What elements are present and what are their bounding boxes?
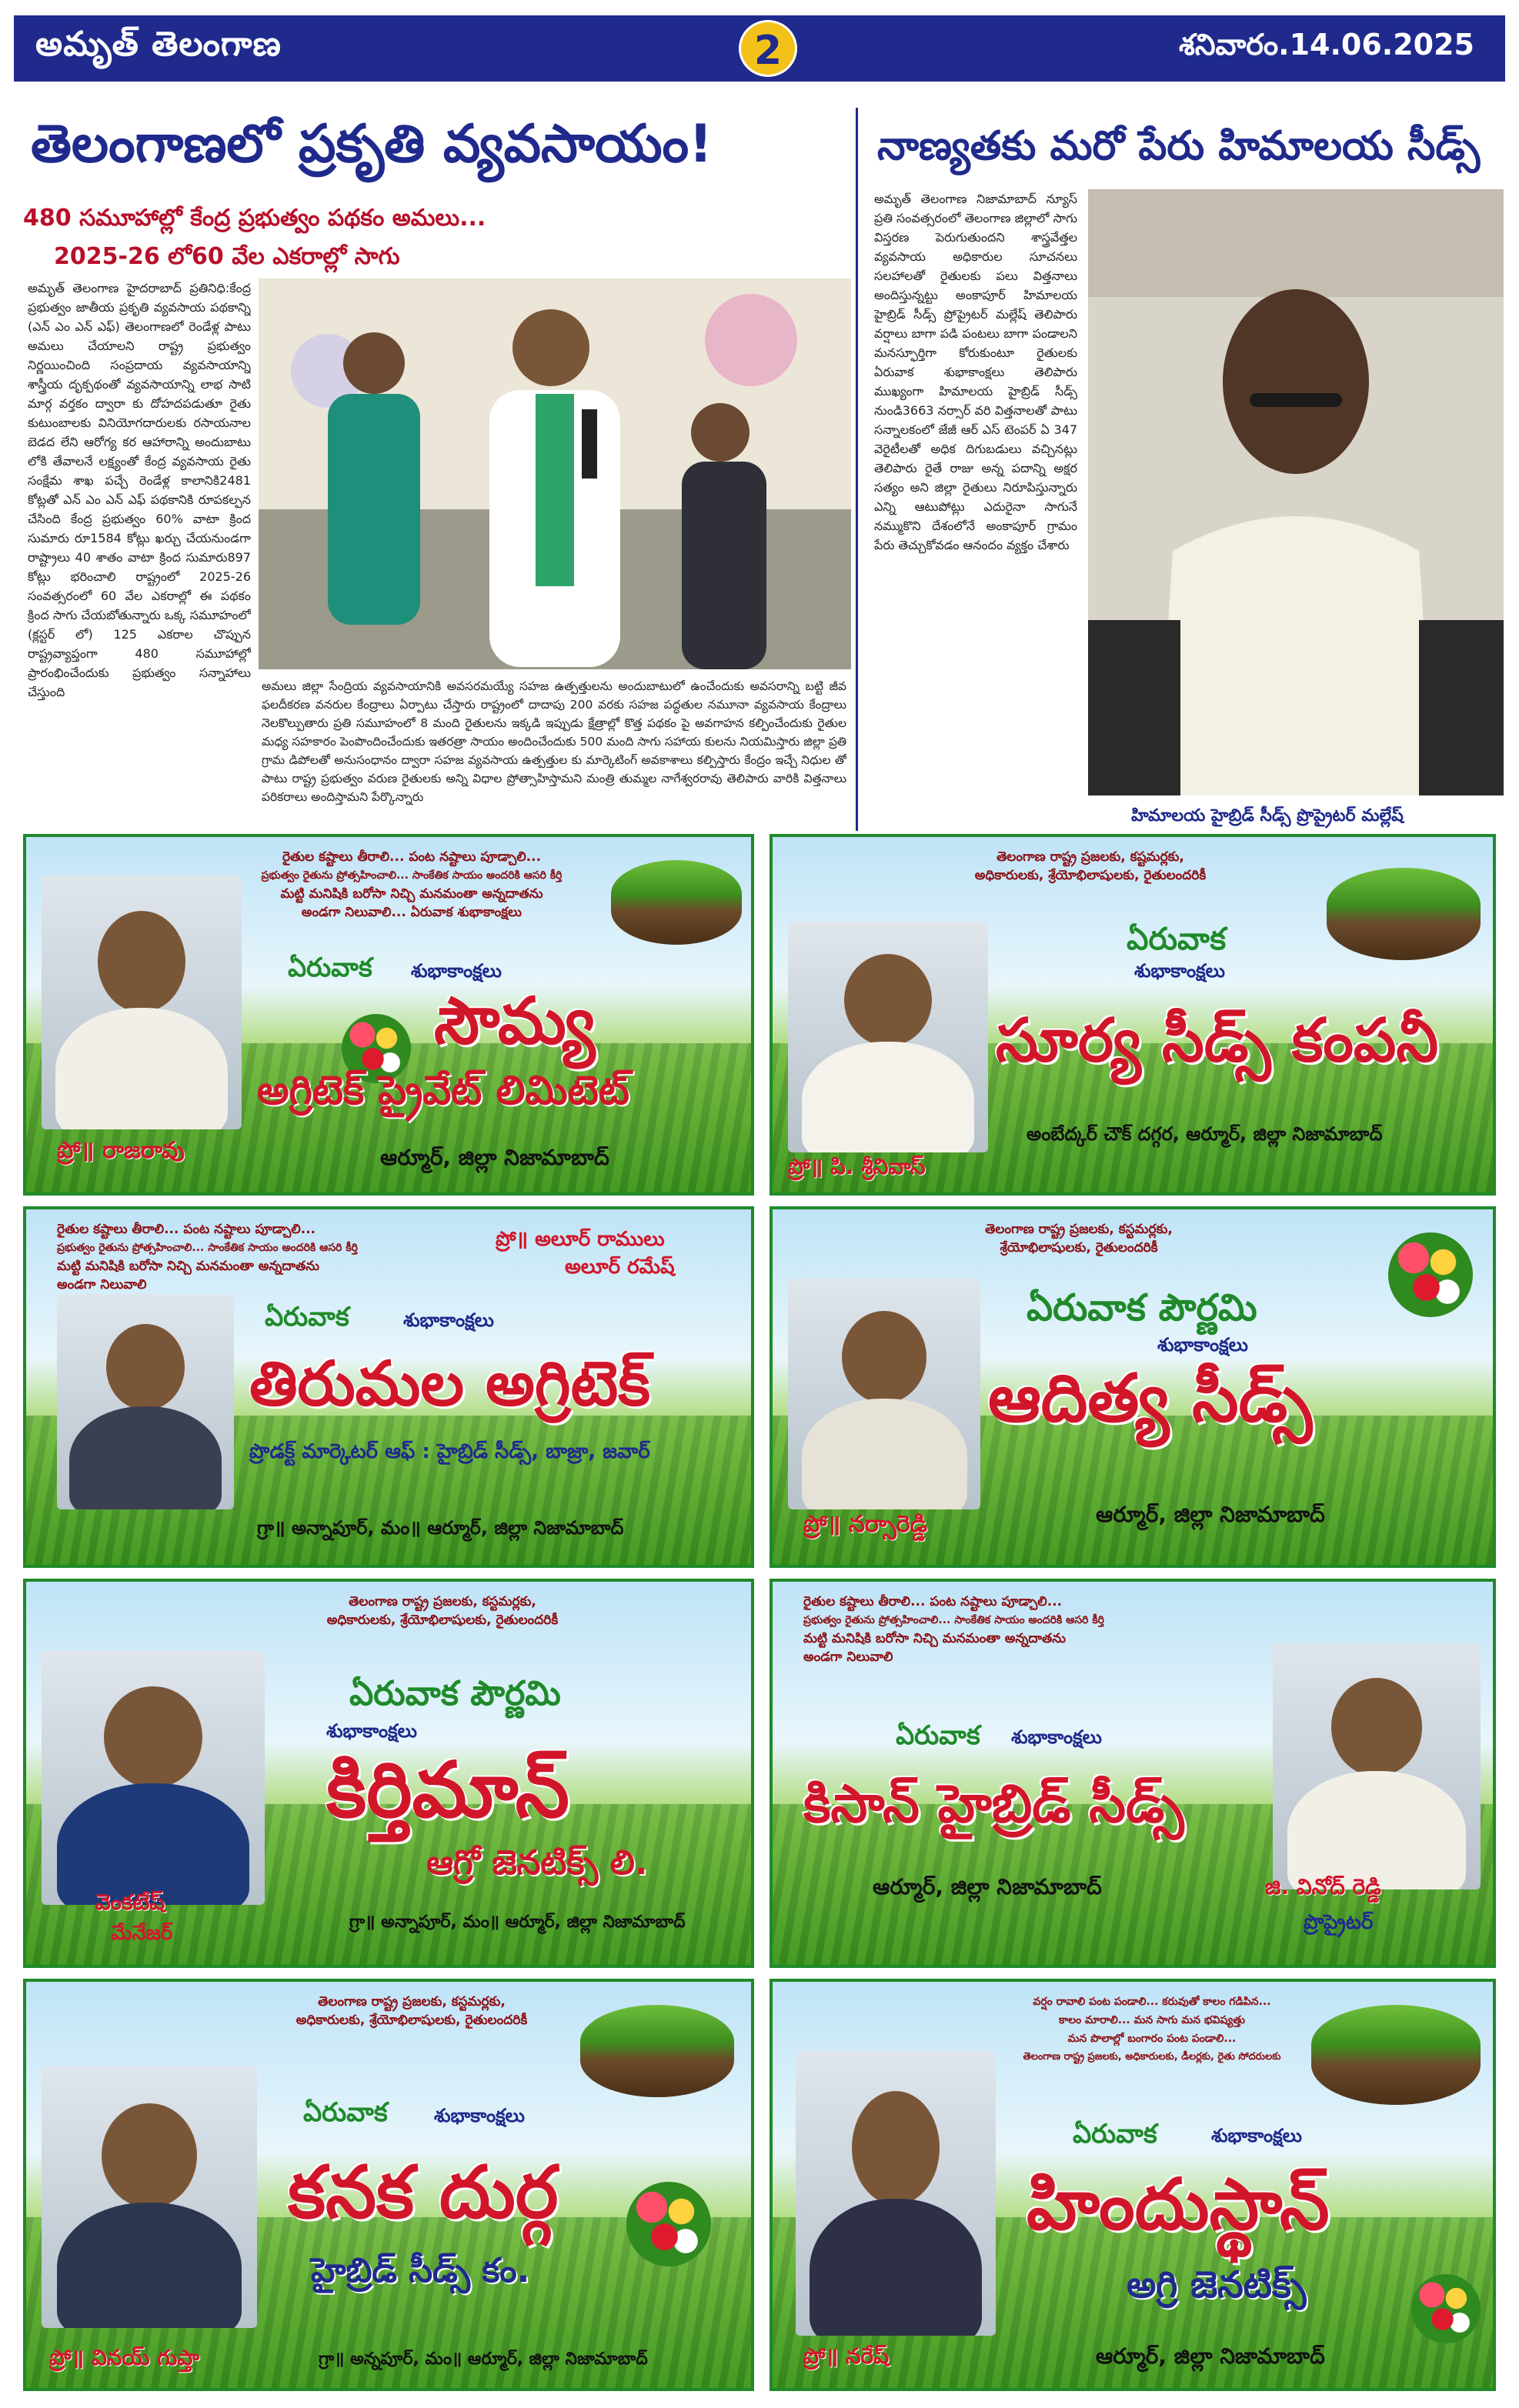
ad-greeting [242, 848, 582, 922]
farm-island-graphic [1311, 2005, 1481, 2105]
article-column-1: అమృత్ తెలంగాణ హైదరాబాద్ ప్రతినిధి:కేంద్ర ప్రభుత్వం జాతీయ ప్రకృతి వ్యవసాయ పథకాన్ని (ఎన్ ఎం ఎన్ ఎఫ్) తెలంగాణలో రెండేళ్ల పాటు అమలు చేయాలని రాష్ట్ర ప్రభుత్వం నిర్ణయించింది సంప్రదాయ వ్యవసాయాన్ని శాస్త్రీయ దృక్పథంతో వ్యవసాయాన్ని లాభ సాటి మార్గ వర్తకం ద్వారా కు దోహదపడుతూ రైతు కుటుంబాలకు వినియోగదారులకు రసాయనాల బెడద లేని ఆరోగ్య కర ఆహారాన్ని అందుబాటు లోకి తేవాలనే లక్ష్యంతో కేంద్ర వ్యవసాయ రైతు సంక్షేమ శాఖ పచ్చే రెండేళ్ల కాలానికి2481 కోట్లతో ఎన్ ఎం ఎన్ ఎఫ్ పథకానికి రూపకల్పన చేసింది కేంద్ర ప్రభుత్వం 60% వాటా క్రింద సుమారు రూ1584 కోట్లు ఖర్చు చేయనుండగా రాష్ట్రాలు 40 శాతం వాటా క్రింద సుమారు897 కోట్లు భరించాలి రాష్ట్రంలో 2025-26 సంవత్సరంలో 60 వేల ఎకరాల్లో ఈ పథకం క్రింద సాగు చేయబోతున్నారు ఒక్క సమూహంలో (క్లస్టర్ లో) 125 ఎకరాల చొప్పున రాష్ట్రవ్యాప్తంగా 480 సమూహాల్లో ప్రారంభించేందుకు ప్రభుత్వం సన్నాహాలు చేస్తుంది [28, 281, 251, 699]
ad-brand-name: కిర్తిమాన్ [326, 1745, 569, 1835]
portrait-shirt [69, 1406, 222, 1509]
portrait-head [852, 2091, 940, 2205]
ad-greeting [803, 1593, 1262, 1666]
ad-greeting [226, 1993, 597, 2029]
greeting-line: తెలంగాణ రాష్ట్ర ప్రజలకు, కష్టమర్లకు, [997, 849, 1184, 865]
portrait-shirt [55, 1008, 228, 1129]
ad-address: ఆర్మూర్, జిల్లా నిజామాబాద్ [873, 1874, 1102, 1899]
ad-greeting [226, 1593, 659, 1629]
column-divider [856, 108, 858, 831]
ad-brand-name: హిందుస్థాన్ [1027, 2163, 1330, 2246]
greeting-line: మట్టి మనిషికి బరోసా నిచ్చి మనమంతా అన్నదాతను [57, 1259, 320, 1274]
photo-minister-illustration [259, 278, 851, 669]
ad-brand-name: కిసాన్ హైబ్రిడ్ సీడ్స్ [803, 1774, 1184, 1835]
ad-owner-2: అలూర్ రమేష్ [565, 1256, 675, 1279]
ad-proprietor: ప్రో॥ రాజరావు [57, 1137, 185, 1164]
farm-island-graphic [611, 860, 742, 945]
ad-proprietor: ప్రో॥ పి. శ్రీనివాస్ [788, 1154, 926, 1179]
ad-eruvaka: ఏరువాక [1127, 922, 1227, 957]
portrait-head [98, 911, 185, 1012]
ad-greeting [57, 1220, 443, 1294]
greeting-line: తెలంగాణ రాష్ట్ర ప్రజలకు, కస్టమర్లకు, [985, 1222, 1173, 1237]
greeting-line: రైతుల కష్టాలు తీరాలి... పంట నష్టాలు పూడ్చాలి... [282, 849, 542, 865]
ad-brand-name: సూర్య సీడ్స్ కంపనీ [996, 1006, 1439, 1076]
portrait-shirt [802, 1399, 967, 1509]
ad-portrait [42, 2066, 257, 2328]
ad-role: మేనేజర్ [111, 1922, 173, 1945]
greeting-line: అధికారులకు, శ్రేయోభిలాషులకు, రైతులందరికీ [326, 1613, 559, 1628]
ad-eruvaka: ఏరువాక [896, 1720, 980, 1751]
portrait-head [1331, 1678, 1423, 1776]
ad-address: ఆర్మూర్, జిల్లా నిజామాబాద్ [1096, 1502, 1325, 1527]
masthead [14, 15, 1505, 82]
portrait-head [842, 1311, 926, 1403]
ad-subhakanksha: శుభాకాంక్షలు [1134, 960, 1225, 982]
greeting-line: రైతుల కష్టాలు తీరాలి... పంట నష్టాలు పూడ్చాలి... [803, 1594, 1063, 1609]
ad-eruvaka: ఏరువాక [265, 1302, 349, 1332]
newspaper-title: అమృత్ తెలంగాణ [35, 25, 282, 64]
photo-proprietor-illustration [1088, 189, 1504, 795]
ad-greeting [888, 848, 1293, 885]
portrait-head [102, 2103, 196, 2208]
subheadline-1: 480 సమూహాల్లో కేంద్ర ప్రభుత్వం పథకం అమలు... [23, 205, 486, 232]
greeting-line: తెలంగాణ రాష్ట్ర ప్రజలకు, కస్టమర్లకు, [349, 1594, 536, 1609]
ad-portrait [42, 875, 242, 1129]
greeting-line: తెలంగాణ రాష్ట్ర ప్రజలకు, కస్టమర్లకు, [318, 1994, 506, 2009]
portrait-shirt [57, 1783, 249, 1905]
greeting-line: అధికారులకు, శ్రేయోభిలాషులకు, రైతులందరికీ [295, 2013, 528, 2028]
portrait-head [106, 1324, 184, 1410]
photo-caption: హిమాలయ హైబ్రిడ్ సీడ్స్ ప్రొప్రైటర్ మల్లేష్ [1131, 806, 1404, 825]
ad-address: అంబేద్కర్ చౌక్ దగ్గర, ఆర్మూర్, జిల్లా నిజామాబాద్ [1027, 1123, 1383, 1145]
page-number-badge: 2 [739, 20, 797, 77]
photo-minister-speaking [259, 278, 851, 669]
ad-brand-subtitle: హైబ్రిడ్ సీడ్స్ కం. [311, 2251, 530, 2290]
subheadline-2: 2025-26 లో60 వేల ఎకరాల్లో సాగు [54, 243, 400, 270]
greeting-line: మన పొలాల్లో బంగారం పంట పండాలి... [1067, 2033, 1237, 2045]
ad-greeting [988, 1993, 1316, 2066]
farm-island-graphic [1327, 868, 1481, 960]
article-column-2: అమలు జిల్లా సేంద్రియ వ్యవసాయానికి అవసరమయ్యే సహజ ఉత్పత్తులను అందుబాటులో ఉంచేందుకు అవసరాన్ని బట్టి జీవ ఫలదీకరణ వనరుల కేంద్రాలు ఏర్పాటు చేస్తారు రాష్ట్రంలో దాదాపు 200 వరకు సహజ పద్ధతుల నమూనా వ్యవసాయ కేంద్రాలు నెలకొల్పుతారు ప్రతి సమూహంలో 8 మంది రైతులను ఇక్కడి ఇప్పుడు క్షేత్రాల్లో కొత్త పథకం పై అవగాహన కల్పించేందుకు రైతుల మధ్య సహకారం పెంపొందించేందుకు ఇతరత్రా సాయం అందించేందుకు 500 మంది సాగు సహాయ కులను నియమిస్తారు జిల్లా ప్రతి గ్రామ డిపోలతో అనుసంధానం ద్వారా సహజ వ్యవసాయ ఉత్పత్తుల కు మార్కెటింగ్ అవకాశాలు కల్పిస్తారు కేంద్రం ఇచ్చే నిధుల తో పాటు రాష్ట్ర ప్రభుత్వం వరుణ రైతులకు అన్ని విధాల ప్రోత్సాహిస్తామని మంత్రి తుమ్మల నాగేశ్వరరావు తెలిపారు వారికి విత్తనాలు పరికరాలు అందిస్తామని పేర్కొన్నారు [262, 679, 846, 804]
ad-brand-name: సౌమ్య [434, 983, 596, 1059]
ad-tirumala-agritech [23, 1206, 754, 1568]
portrait-head [104, 1686, 202, 1788]
ad-address: ఆర్మూర్, జిల్లా నిజామాబాద్ [380, 1145, 609, 1170]
greeting-line: రైతుల కష్టాలు తీరాలి... పంట నష్టాలు పూడ్చాలి... [57, 1222, 316, 1237]
greeting-line: శ్రేయోభిలాషులకు, రైతులందరికీ [1000, 1240, 1158, 1256]
headline-himalaya-seeds: నాణ్యతకు మరో పేరు హిమాలయ సీడ్స్ [877, 123, 1481, 169]
ad-portrait [42, 1651, 265, 1905]
greeting-line: ప్రభుత్వం రైతును ప్రోత్సహించాలి... సాంకేతిక సాయం అందరికి ఆసరి కీర్తి [57, 1242, 358, 1254]
greeting-line: అండగా నిలువాలి... ఏరువాక శుభాకాంక్షలు [301, 905, 522, 920]
greeting-line: అండగా నిలువాలి [803, 1649, 893, 1665]
ad-address: ఆర్మూర్, జిల్లా నిజామాబాద్ [1096, 2343, 1325, 2369]
ad-proprietor: జి. వినోద్ రెడ్డి [1265, 1874, 1381, 1899]
ad-subhakanksha: శుభాకాంక్షలు [326, 1720, 417, 1742]
ad-subhakanksha: శుభాకాంక్షలు [403, 1309, 494, 1331]
ad-subhakanksha: శుభాకాంక్షలు [1157, 1334, 1248, 1356]
greeting-line: మట్టి మనిషికి బరోసా నిచ్చి మనమంతా అన్నదాతను [280, 886, 543, 902]
ad-eruvaka: ఏరువాక [303, 2097, 388, 2128]
ad-portrait [788, 1279, 980, 1509]
greeting-line: ప్రభుత్వం రైతును ప్రోత్సహించాలి... సాంకేతిక సాయం అందరికి ఆసరి కీర్తి [261, 869, 563, 882]
greeting-line: వర్షం రావాలి పంట పండాలి... కరువుతో కాలం గడిపిన... [1033, 1996, 1271, 2008]
ad-subhakanksha: శుభాకాంక్షలు [1011, 1726, 1102, 1748]
article-himalaya-body: అమృత్ తెలంగాణ నిజామాబాద్ న్యూస్ ప్రతి సంవత్సరంలో తెలంగాణ జిల్లాలో సాగు విస్తరణ పెరుగుతుందని శాస్త్రవేత్తల వ్యవసాయ అధికారుల సూచనలు సలహాలతో రైతులకు పలు విత్తనాలు అందిస్తున్నట్టు అంకాపూర్ హిమాలయ హైబ్రిడ్ సీడ్స్ ప్రోప్రైటర్ మల్లేష్ తెలిపారు వర్షాలు బాగా పడి పంటలు బాగా పండాలని మనస్ఫూర్తిగా కోరుకుంటూ రైతులకు ఏరువాక శుభాకాంక్షలు తెలిపారు ముఖ్యంగా హిమాలయ హైబ్రిడ్ సీడ్స్ నుండి3663 నర్సార్ వరి విత్తనాలతో పాటు సన్నాలకంలో జేజీ ఆర్ ఎస్ టెంపర్ ఏ 347 వెరైటీలతో అధిక దిగుబడులు వచ్చినట్లు తెలిపారు రైతే రాజు అన్న పదాన్ని అక్షర సత్యం అని జిల్లా రైతులు నిరూపిస్తున్నారు ఎన్ని ఆటుపోట్లు ఎదురైనా సాగునే నమ్ముకొని దేశంలోనే అంకాపూర్ గ్రామం పేరు తెచ్చుకోవడం ఆనందం వ్యక్తం చేశారు [874, 192, 1077, 552]
edition-date: శనివారం.14.06.2025 [1178, 28, 1474, 62]
ad-brand-subtitle: అగ్రిటెక్ ప్రైవేట్ లిమిటెట్ [257, 1068, 629, 1114]
ad-proprietor: ప్రో॥ వినయ్ గుప్తా [49, 2345, 200, 2370]
portrait-head [844, 954, 932, 1046]
greeting-line: కాలం మారాలి... మన సాగు మన భవిష్యత్తు [1059, 2014, 1245, 2026]
ad-brand-name: కనక దుర్గ [288, 2151, 559, 2235]
ad-eruvaka: ఏరువాక పౌర్ణమి [349, 1674, 561, 1713]
ad-address: గ్రా॥ అన్నాపూర్, మం॥ ఆర్మూర్, జిల్లా నిజామాబాద్ [349, 1913, 686, 1932]
ad-portrait [788, 922, 988, 1152]
greeting-line: అండగా నిలువాలి [57, 1277, 147, 1292]
ad-aditya-seeds [770, 1206, 1496, 1568]
ad-proprietor: ప్రో॥ నరేష్ [803, 2343, 890, 2369]
ad-kisan-hybrid-seeds [770, 1579, 1496, 1968]
ad-portrait [1273, 1643, 1481, 1889]
rose-bouquet-graphic [626, 2182, 711, 2266]
ad-brand-name: ఆదిత్య సీడ్స్ [988, 1360, 1313, 1437]
ad-subhakanksha: శుభాకాంక్షలు [434, 2105, 525, 2126]
ad-subhakanksha: శుభాకాంక్షలు [1211, 2125, 1302, 2146]
ad-surya-seeds [770, 834, 1496, 1196]
ad-brand-subtitle: అగ్రి జెనటిక్స్ [1127, 2263, 1307, 2306]
headline-natural-farming: తెలంగాణలో ప్రకృతి వ్యవసాయం! [31, 114, 713, 175]
bouquet-graphic [1411, 2274, 1481, 2343]
ad-owner-1: ప్రో॥ అలూర్ రాములు [496, 1228, 665, 1251]
ad-brand-name: తిరుమల అగ్రిటెక్ [249, 1348, 651, 1419]
ad-portrait [57, 1294, 234, 1509]
ad-kanaka-durga-seeds [23, 1979, 754, 2391]
portrait-shirt [1287, 1771, 1466, 1889]
ad-eruvaka: ఏరువాక [288, 952, 372, 983]
photo-proprietor-mallesh [1088, 189, 1504, 795]
ad-brand-subtitle: ఆగ్రో జెనటిక్స్ లి. [426, 1843, 648, 1883]
ad-eruvaka: ఏరువాక పౌర్ణమి [1027, 1286, 1257, 1329]
ad-soumya-agritech [23, 834, 754, 1196]
ad-eruvaka: ఏరువాక [1073, 2119, 1157, 2150]
farm-island-graphic [580, 2005, 734, 2097]
portrait-shirt [802, 1042, 974, 1152]
ad-kirtiman-agro-genetics [23, 1579, 754, 1968]
greeting-line: అధికారులకు, శ్రేయోభిలాషులకు, రైతులందరికీ [974, 868, 1207, 883]
ad-address: గ్రా॥ అన్నపూర్, మం॥ ఆర్మూర్, జిల్లా నిజామాబాద్ [319, 2350, 648, 2369]
ad-address: గ్రా॥ అన్నాపూర్, మం॥ ఆర్మూర్, జిల్లా నిజామాబాద్ [257, 1517, 624, 1539]
ad-role: ప్రొప్రైటర్ [1304, 1911, 1374, 1934]
ad-portrait [796, 2051, 996, 2336]
greeting-line: ప్రభుత్వం రైతును ప్రోత్సహించాలి... సాంకేతిక సాయం అందరికి ఆసరి కీర్తి [803, 1614, 1104, 1626]
ad-greeting [865, 1220, 1293, 1257]
ad-subhakanksha: శుభాకాంక్షలు [411, 960, 502, 982]
ad-hindustan-agri-genetics [770, 1979, 1496, 2391]
bouquet-graphic [1388, 1232, 1473, 1317]
greeting-line: మట్టి మనిషికి బరోసా నిచ్చి మనమంతా అన్నదాతను [803, 1631, 1067, 1646]
greeting-line: తెలంగాణ రాష్ట్ర ప్రజలకు, అధికారులకు, డీలర్లకు, రైతు సోదరులకు [1023, 2051, 1281, 2063]
ad-proprietor: వెంకటేష్ [95, 1889, 165, 1915]
ad-proprietor: ప్రో॥ నర్సారెడ్డి [803, 1511, 927, 1538]
ad-tagline: ప్రొడక్ట్ మార్కెటర్ ఆఫ్ : హైబ్రిడ్ సీడ్స్, బాజ్రా, జవార్ [249, 1440, 650, 1463]
portrait-shirt [810, 2199, 982, 2336]
portrait-shirt [57, 2203, 242, 2328]
